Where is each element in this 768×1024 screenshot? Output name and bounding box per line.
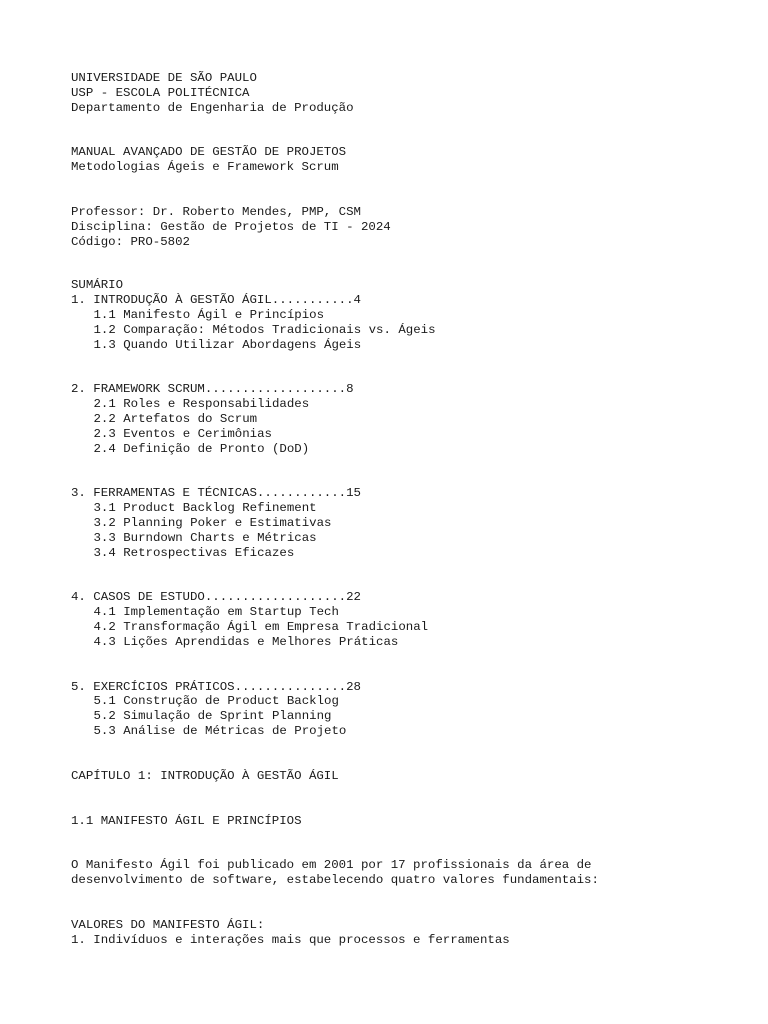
toc-item: 4.3 Lições Aprendidas e Melhores Práticas	[93, 634, 399, 649]
toc-item: 3.3 Burndown Charts e Métricas	[93, 530, 317, 545]
toc-chapter	[71, 680, 751, 739]
professor-line: Professor: Dr. Roberto Mendes, PMP, CSM	[71, 204, 361, 219]
toc-item: 1.1 Manifesto Ágil e Princípios	[93, 307, 325, 322]
department-name: Departamento de Engenharia de Produção	[71, 100, 354, 115]
toc-chapter	[71, 293, 751, 352]
document-title: MANUAL AVANÇADO DE GESTÃO DE PROJETOS	[71, 145, 347, 160]
toc-item: 2.3 Eventos e Cerimônias	[93, 426, 272, 441]
toc-item: 1.3 Quando Utilizar Abordagens Ágeis	[93, 337, 362, 352]
toc-chapter	[71, 590, 751, 649]
toc-item: 5.2 Simulação de Sprint Planning	[93, 709, 332, 724]
toc-item: 4.1 Implementação em Startup Tech	[93, 605, 339, 620]
toc-item: 4.2 Transformação Ágil em Empresa Tradicional	[93, 619, 429, 634]
toc-item: 2.2 Artefatos do Scrum	[93, 411, 258, 426]
toc-item: 2.4 Definição de Pronto (DoD)	[93, 441, 310, 456]
toc-item: 2.1 Roles e Responsabilidades	[93, 397, 310, 412]
university-name: UNIVERSIDADE DE SÃO PAULO	[71, 71, 257, 85]
document-page	[71, 71, 751, 947]
discipline-line: Disciplina: Gestão de Projetos de TI - 2024	[71, 219, 391, 234]
toc-chapter-title: 2. FRAMEWORK SCRUM...................8	[71, 382, 354, 397]
values-heading: VALORES DO MANIFESTO ÁGIL:	[71, 917, 265, 932]
toc-chapter	[71, 382, 751, 456]
section-heading: 1.1 MANIFESTO ÁGIL E PRINCÍPIOS	[71, 813, 302, 828]
toc-chapter-title: 4. CASOS DE ESTUDO...................22	[71, 590, 361, 605]
toc-item: 3.4 Retrospectivas Eficazes	[93, 545, 295, 560]
toc-item: 3.1 Product Backlog Refinement	[93, 501, 317, 516]
toc-chapter	[71, 486, 751, 560]
toc-item: 1.2 Comparação: Métodos Tradicionais vs. Ágeis	[93, 322, 436, 337]
toc-chapter-title: 5. EXERCÍCIOS PRÁTICOS...............28	[71, 679, 361, 694]
values-list-item: 1. Indivíduos e interações mais que processos e ferramentas	[71, 932, 510, 947]
document-subtitle: Metodologias Ágeis e Framework Scrum	[71, 160, 339, 175]
school-name: USP - ESCOLA POLITÉCNICA	[71, 85, 250, 100]
toc-item: 5.1 Construção de Product Backlog	[93, 694, 339, 709]
paragraph-line: O Manifesto Ágil foi publicado em 2001 por 17 profissionais da área de	[71, 858, 592, 873]
paragraph-line: desenvolvimento de software, estabelecendo quatro valores fundamentais:	[71, 873, 599, 888]
toc-heading: SUMÁRIO	[71, 278, 124, 293]
chapter-heading: CAPÍTULO 1: INTRODUÇÃO À GESTÃO ÁGIL	[71, 768, 339, 783]
toc-chapter-title: 3. FERRAMENTAS E TÉCNICAS............15	[71, 486, 361, 501]
toc-item: 5.3 Análise de Métricas de Projeto	[93, 723, 347, 738]
toc-item: 3.2 Planning Poker e Estimativas	[93, 515, 332, 530]
toc-chapter-title: 1. INTRODUÇÃO À GESTÃO ÁGIL...........4	[71, 293, 361, 308]
course-code-line: Código: PRO-5802	[71, 234, 190, 249]
